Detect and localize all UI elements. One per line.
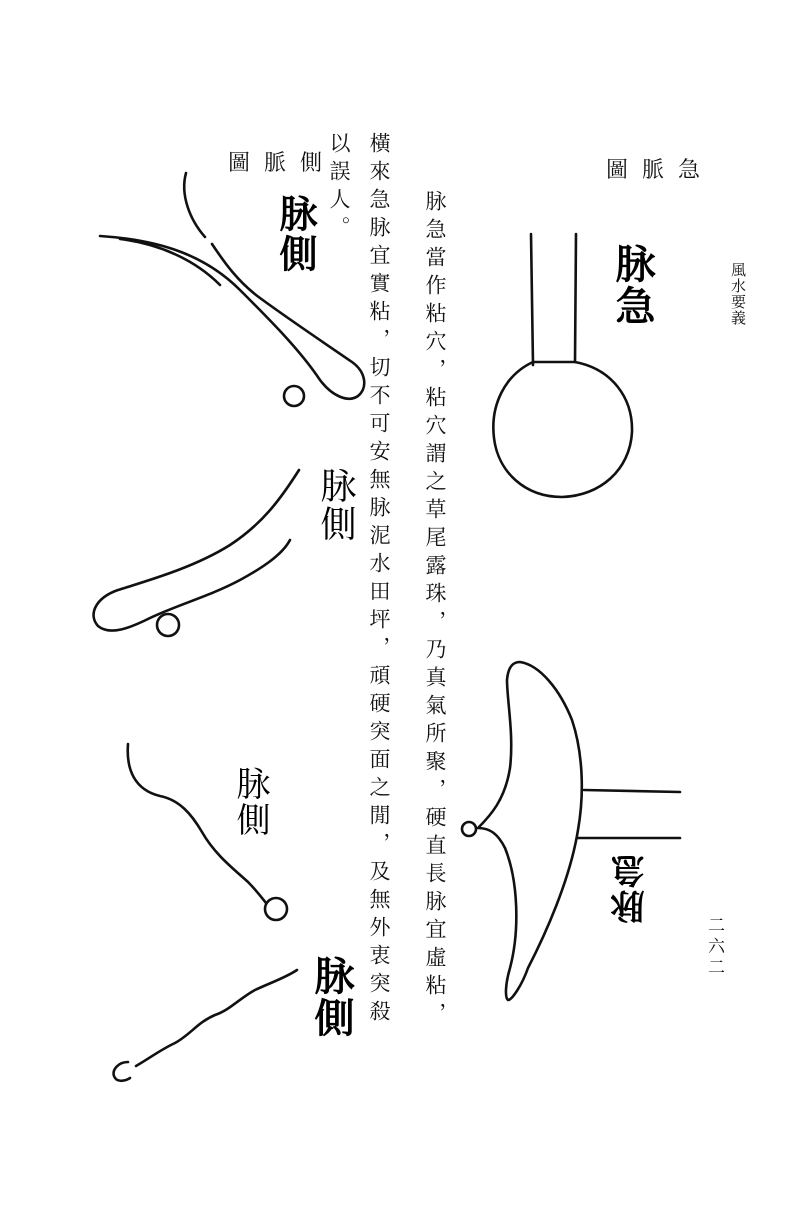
label-ce-mai-4: 脉側 xyxy=(308,955,355,1039)
crescent-mound xyxy=(478,662,582,1000)
side-dot-3 xyxy=(265,898,287,920)
ce-mai-diagram-2 xyxy=(94,470,299,636)
side-vein-line-4 xyxy=(136,970,297,1066)
body-text-column-1: 脉急當作粘穴，粘穴謂之草尾露珠，乃真氣所聚，硬直長脉宜虛粘， xyxy=(423,190,447,1030)
side-vein-body-1 xyxy=(100,236,364,399)
label-ce-mai-3: 脉側 xyxy=(230,766,270,838)
side-dot-2 xyxy=(157,614,179,636)
label-ji-mai-1: 脉急 xyxy=(609,243,656,327)
ji-mai-crescent-diagram xyxy=(462,662,680,1000)
side-dot-1 xyxy=(284,386,304,406)
round-mound xyxy=(493,362,632,497)
label-ce-mai-1: 脉側 xyxy=(273,194,318,274)
ce-mai-diagram-1 xyxy=(100,173,364,406)
figure-title-ce-mai-text: 側脈圖 xyxy=(227,151,336,176)
label-ji-mai-2: 脉急 xyxy=(611,852,651,924)
running-title: 風水要義 xyxy=(729,262,747,326)
vein-line-right xyxy=(575,234,576,362)
side-hook-4 xyxy=(114,1062,130,1081)
body-text-column-2: 橫來急脉宜實粘，切不可安無脉泥水田坪，頑硬突面之閒，及無外衷突殺 xyxy=(367,132,391,1028)
figure-title-ce-mai xyxy=(144,121,336,202)
side-vein-body-2 xyxy=(94,470,299,631)
vein-line-left xyxy=(531,234,533,365)
figure-title-ji-mai-text: 急脈圖 xyxy=(605,158,714,183)
crescent-dot xyxy=(462,822,476,836)
vein-line-top xyxy=(584,790,680,792)
page-number: 二六二 xyxy=(704,916,724,979)
figure-title-ji-mai xyxy=(522,128,714,209)
body-text-column-3: 以誤人。 xyxy=(327,132,351,244)
ce-mai-diagram-4 xyxy=(114,970,297,1081)
label-ce-mai-2: 脉側 xyxy=(315,467,356,543)
